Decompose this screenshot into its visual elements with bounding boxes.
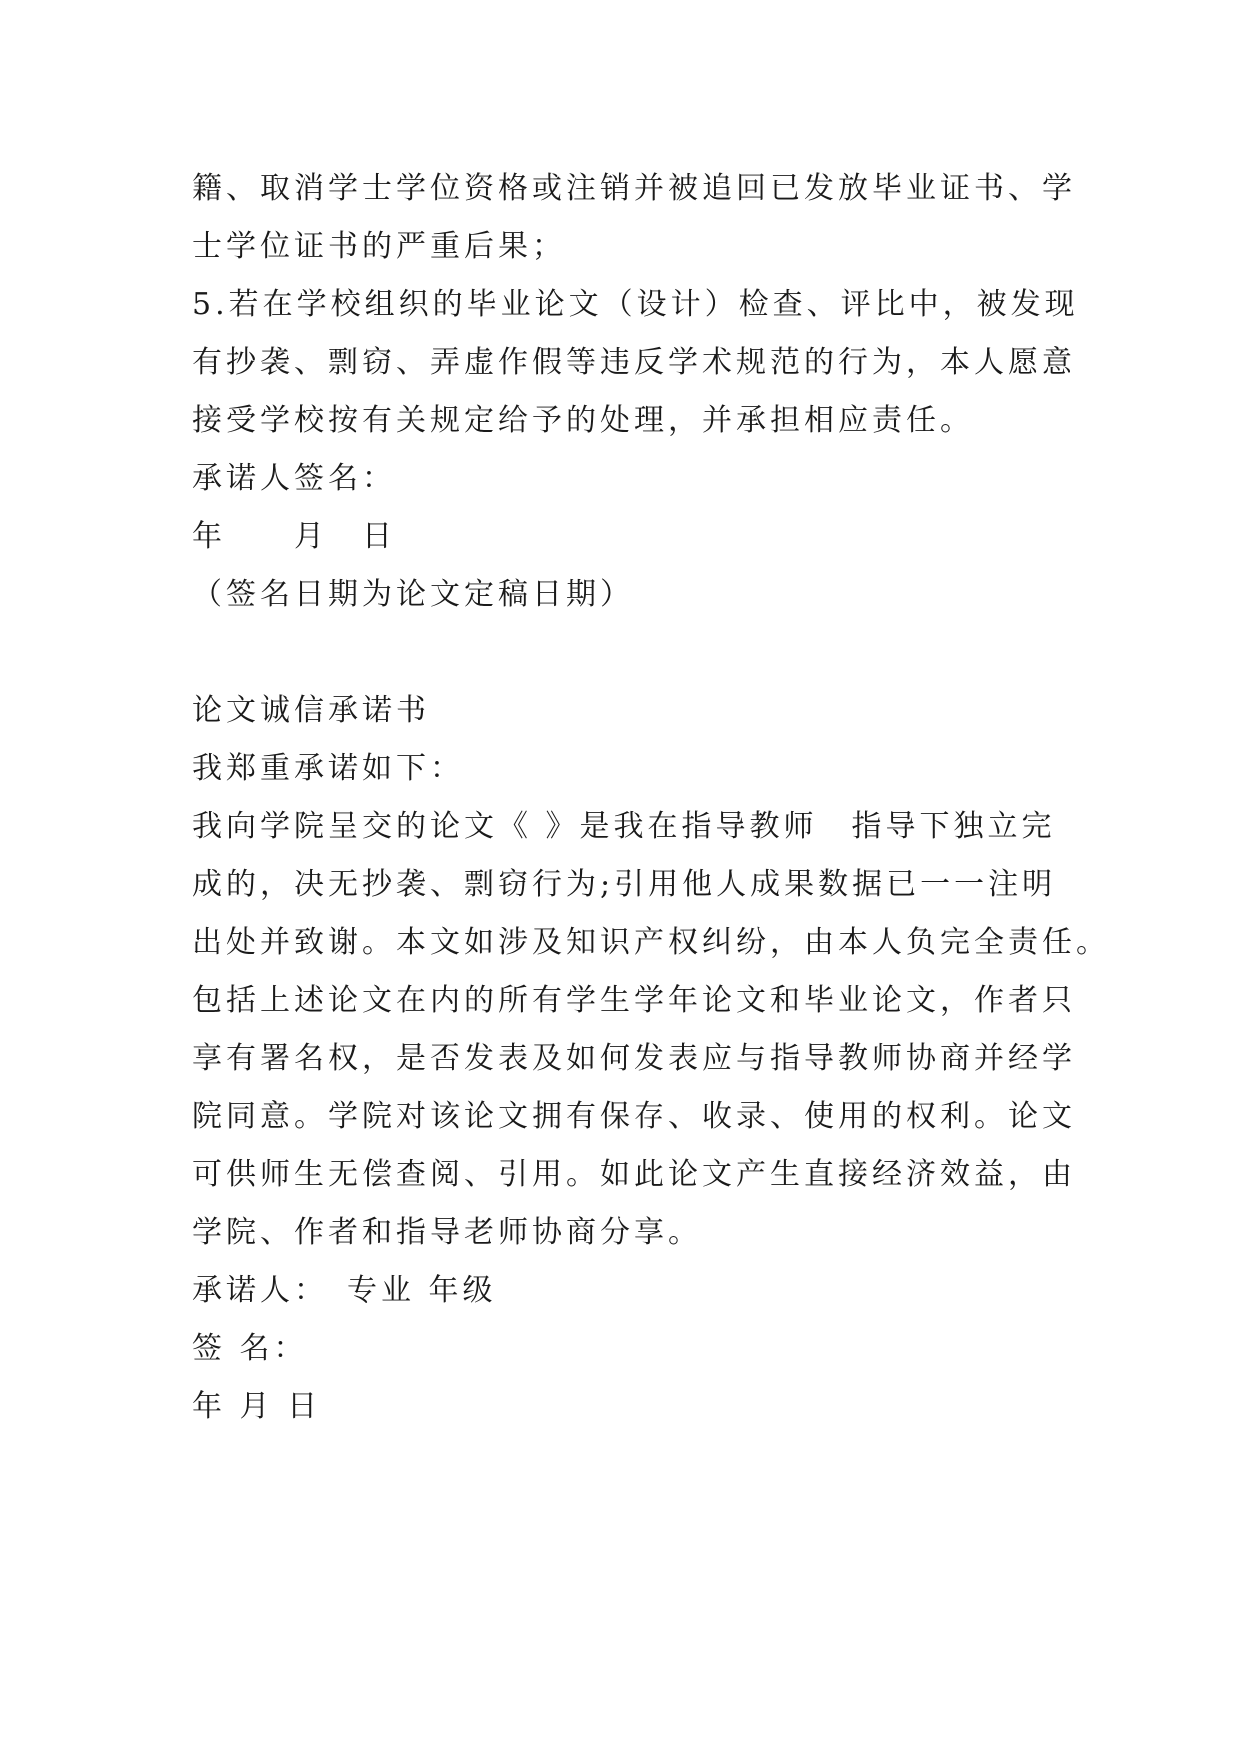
text-line: 学院、作者和指导老师协商分享。 <box>192 1215 702 1250</box>
text-line: 包括上述论文在内的所有学生学年论文和毕业论文，作者只 <box>192 983 1076 1018</box>
text-line: 我郑重承诺如下： <box>192 751 464 786</box>
text-line: 我向学院呈交的论文《 》是我在指导教师 指导下独立完 <box>192 809 1056 844</box>
text-line: 成的，决无抄袭、剽窃行为;引用他人成果数据已一一注明 <box>192 867 1057 902</box>
text-line: 籍、取消学士学位资格或注销并被追回已发放毕业证书、学 <box>192 171 1076 206</box>
date-note: （签名日期为论文定稿日期） <box>192 577 634 612</box>
promiser-line: 承诺人： 专业 年级 <box>192 1273 497 1308</box>
text-line: 接受学校按有关规定给予的处理，并承担相应责任。 <box>192 403 974 438</box>
signature-label: 承诺人签名： <box>192 461 396 496</box>
date-line: 年 月 日 <box>192 519 396 554</box>
section-title: 论文诚信承诺书 <box>192 693 430 728</box>
text-line: 院同意。学院对该论文拥有保存、收录、使用的权利。论文 <box>192 1099 1076 1134</box>
text-line: 有抄袭、剽窃、弄虚作假等违反学术规范的行为，本人愿意 <box>192 345 1076 380</box>
text-line: 可供师生无偿查阅、引用。如此论文产生直接经济效益，由 <box>192 1157 1076 1192</box>
text-line: 出处并致谢。本文如涉及知识产权纠纷，由本人负完全责任。 <box>192 925 1110 960</box>
text-line: 享有署名权，是否发表及如何发表应与指导教师协商并经学 <box>192 1041 1076 1076</box>
date-line: 年 月 日 <box>192 1389 322 1424</box>
text-line: 5.若在学校组织的毕业论文（设计）检查、评比中，被发现 <box>192 287 1079 322</box>
document-body <box>192 160 1110 1436</box>
text-line: 士学位证书的严重后果； <box>192 229 566 264</box>
signature-label: 签 名： <box>192 1331 308 1366</box>
section-gap <box>192 624 1062 682</box>
